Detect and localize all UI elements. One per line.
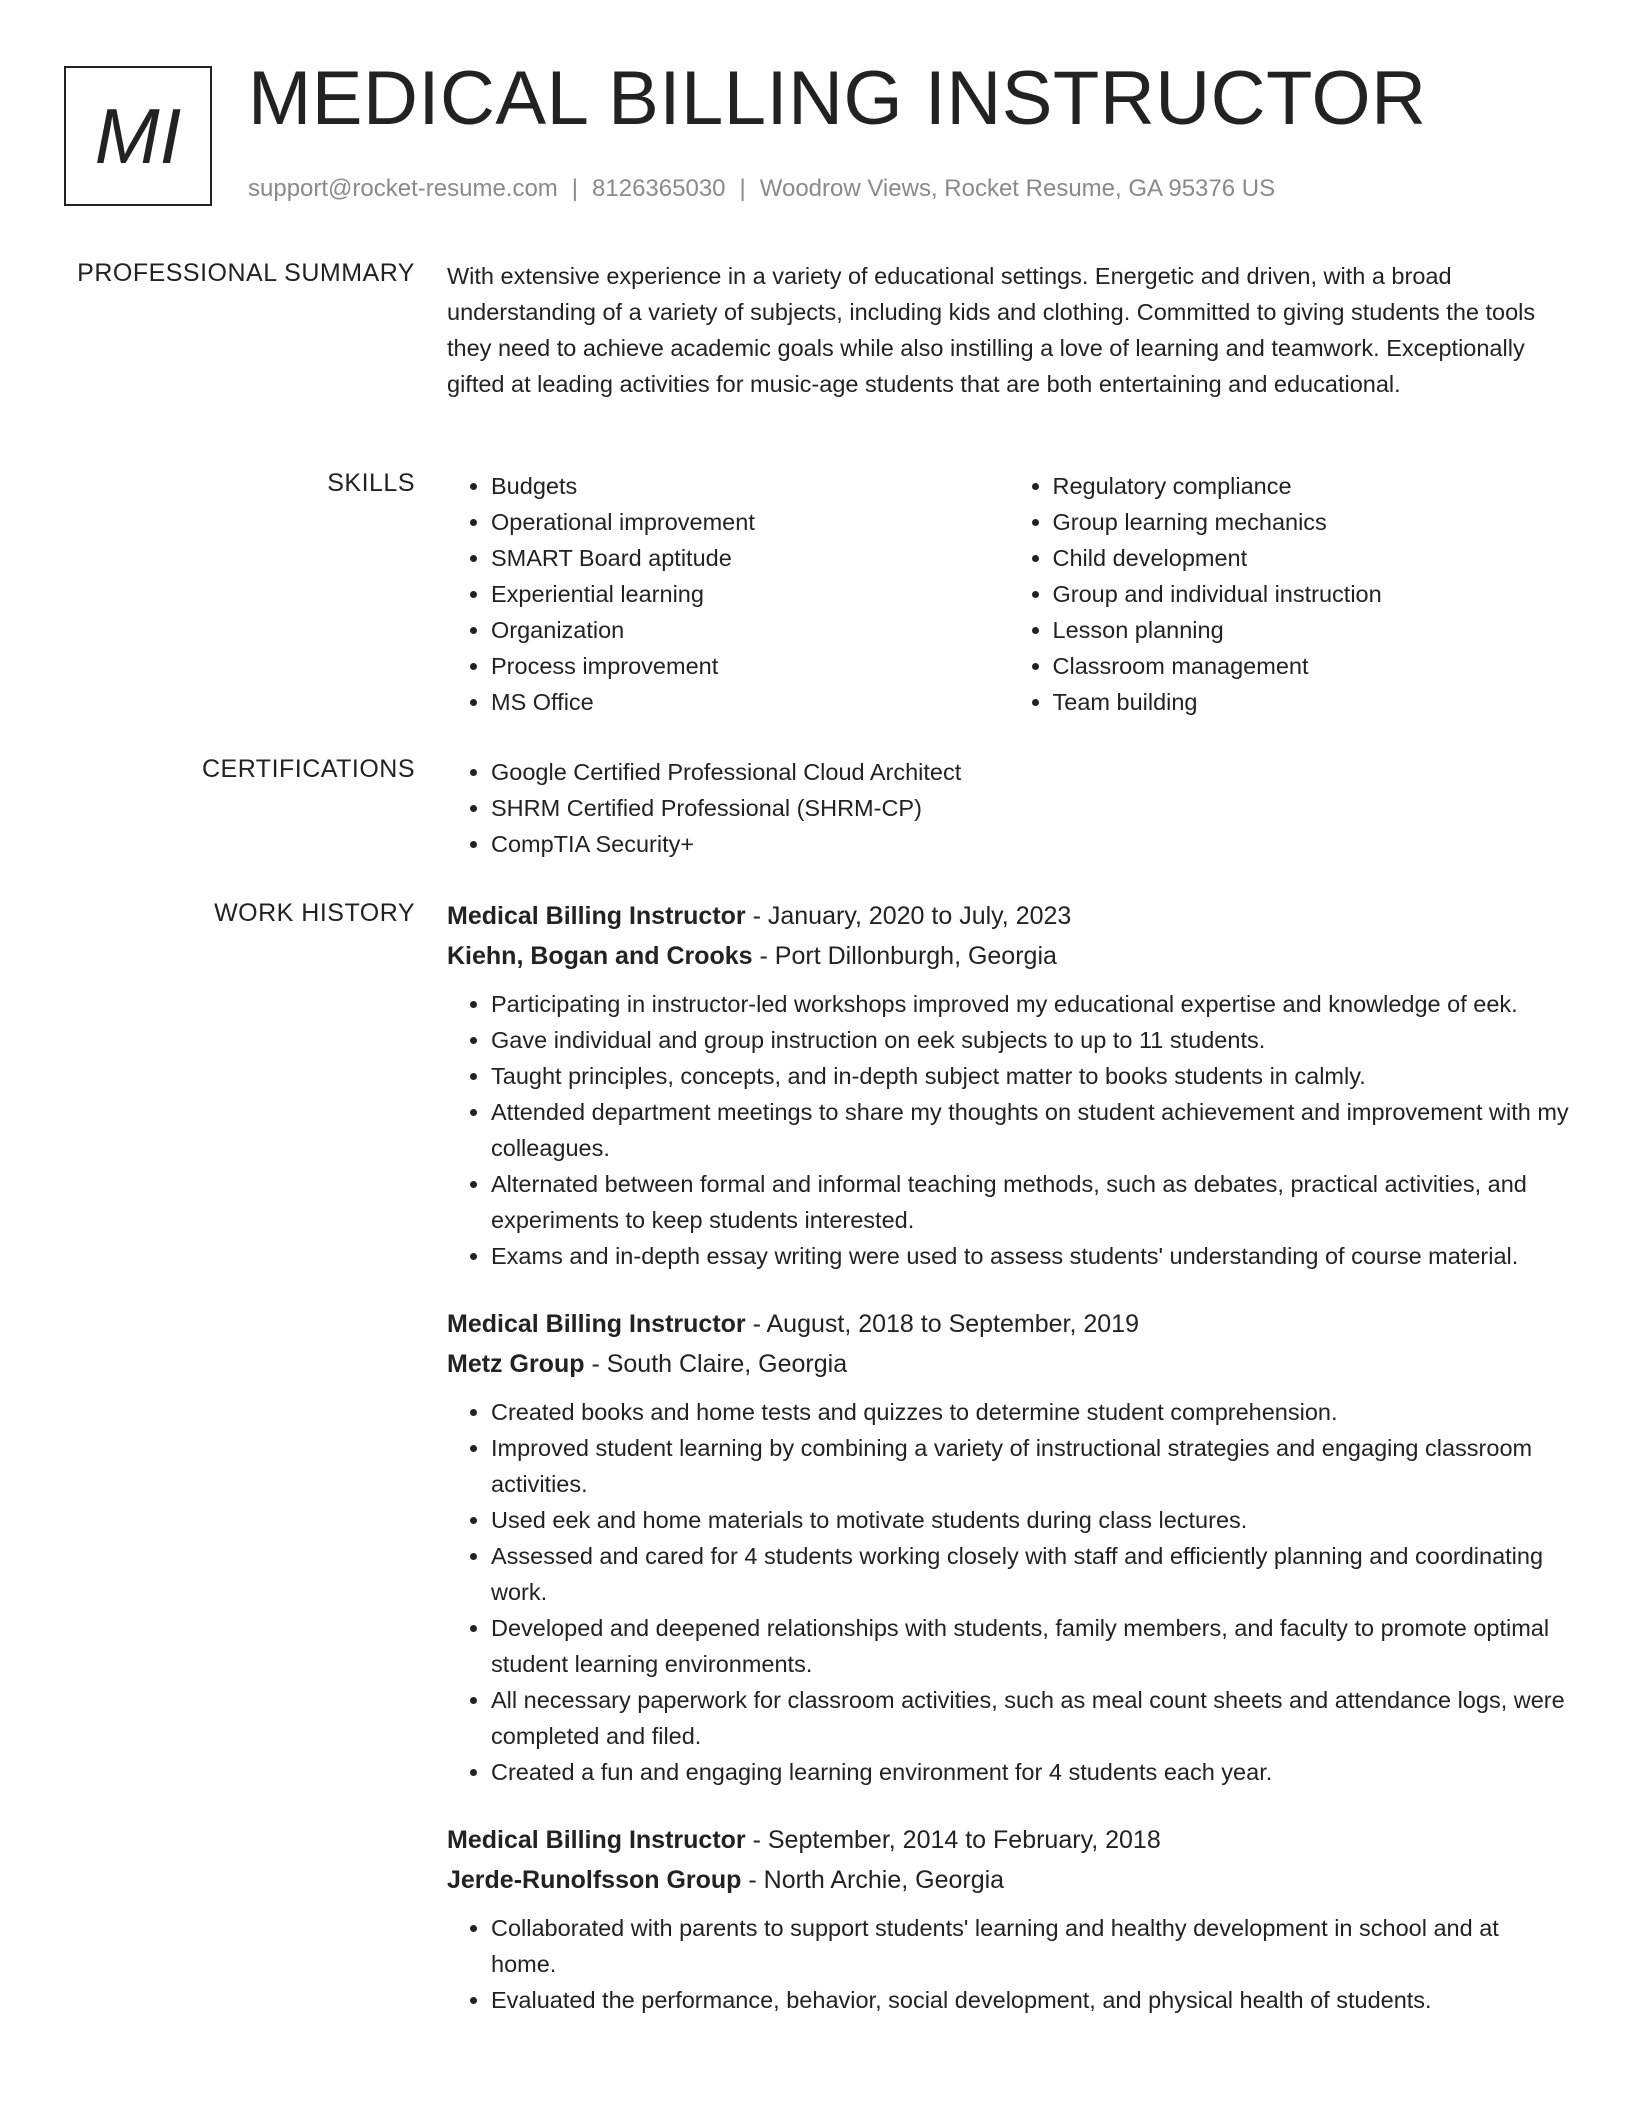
list-item: • Experiential learning xyxy=(491,576,1009,612)
job-title: Medical Billing Instructor xyxy=(447,1826,746,1854)
summary-content xyxy=(447,258,1570,402)
job-title: Medical Billing Instructor xyxy=(447,902,746,930)
list-item: • MS Office xyxy=(491,684,1009,720)
list-item: • Taught principles, concepts, and in-depth subject matter to books students in calmly. xyxy=(491,1058,1570,1094)
company-location: - North Archie, Georgia xyxy=(741,1866,1005,1894)
job-heading xyxy=(447,1304,1570,1344)
email: support@rocket-resume.com xyxy=(248,175,558,202)
list-item: • Created a fun and engaging learning environment for 4 students each year. xyxy=(491,1754,1570,1790)
job-heading xyxy=(447,1820,1570,1860)
list-item: • CompTIA Security+ xyxy=(491,826,1570,862)
skills-list-left xyxy=(447,468,1009,720)
list-item: • Lesson planning xyxy=(1053,612,1571,648)
company-name: Metz Group xyxy=(447,1350,585,1378)
address: Woodrow Views, Rocket Resume, GA 95376 US xyxy=(759,175,1276,202)
job-bullets xyxy=(447,1910,1570,2018)
list-item: • SHRM Certified Professional (SHRM-CP) xyxy=(491,790,1570,826)
separator: | xyxy=(571,175,579,202)
list-item: • Exams and in-depth essay writing were used to assess students' understanding of course material. xyxy=(491,1238,1570,1274)
list-item: • Google Certified Professional Cloud Architect xyxy=(491,754,1570,790)
job-title: Medical Billing Instructor xyxy=(447,1310,746,1338)
job-dates: - January, 2020 to July, 2023 xyxy=(745,902,1072,930)
section-label: SKILLS xyxy=(327,469,415,497)
work-content xyxy=(447,896,1570,2018)
certifications-content xyxy=(447,754,1570,862)
list-item: • Developed and deepened relationships with students, family members, and faculty to promote optimal student learning environments. xyxy=(491,1610,1570,1682)
list-item: • Assessed and cared for 4 students working closely with staff and efficiently planning and coordinating work. xyxy=(491,1538,1570,1610)
skills-content xyxy=(447,468,1570,720)
list-item: • Gave individual and group instruction on eek subjects to up to 11 students. xyxy=(491,1022,1570,1058)
separator: | xyxy=(739,175,746,202)
list-item: • Team building xyxy=(1053,684,1571,720)
list-item: • Attended department meetings to share my thoughts on student achievement and improvement with my colleagues. xyxy=(491,1094,1570,1166)
monogram: MI xyxy=(64,66,212,206)
company-location: - South Claire, Georgia xyxy=(584,1350,848,1378)
company-location: - Port Dillonburgh, Georgia xyxy=(752,942,1057,970)
list-item: • Group and individual instruction xyxy=(1053,576,1571,612)
phone: 8126365030 xyxy=(592,175,726,202)
list-item: • Process improvement xyxy=(491,648,1009,684)
list-item: • Used eek and home materials to motivate students during class lectures. xyxy=(491,1502,1570,1538)
job-entry xyxy=(447,1304,1570,1790)
company-name: Jerde-Runolfsson Group xyxy=(447,1866,742,1894)
list-item: • Budgets xyxy=(491,468,1009,504)
job-entry xyxy=(447,1820,1570,2018)
skills-list-right xyxy=(1009,468,1571,720)
company-name: Kiehn, Bogan and Crooks xyxy=(447,942,753,970)
list-item: • SMART Board aptitude xyxy=(491,540,1009,576)
company-line xyxy=(447,1344,1570,1384)
job-heading xyxy=(447,896,1570,936)
list-item: • Improved student learning by combining a variety of instructional strategies and engaging classroom activities. xyxy=(491,1430,1570,1502)
list-item: • Operational improvement xyxy=(491,504,1009,540)
contact-line xyxy=(248,175,1275,203)
page-title: MEDICAL BILLING INSTRUCTOR xyxy=(248,56,1427,141)
list-item: • Created books and home tests and quizzes to determine student comprehension. xyxy=(491,1394,1570,1430)
certifications-list xyxy=(447,754,1570,862)
list-item: • Organization xyxy=(491,612,1009,648)
list-item: • Participating in instructor-led workshops improved my educational expertise and knowledge of eek. xyxy=(491,986,1570,1022)
list-item: • Child development xyxy=(1053,540,1571,576)
job-dates: - September, 2014 to February, 2018 xyxy=(745,1826,1161,1854)
list-item: • Collaborated with parents to support students' learning and healthy development in school and at home. xyxy=(491,1910,1570,1982)
list-item: • Group learning mechanics xyxy=(1053,504,1571,540)
section-label: PROFESSIONAL SUMMARY xyxy=(77,259,415,287)
job-bullets xyxy=(447,1394,1570,1790)
company-line xyxy=(447,1860,1570,1900)
list-item: • Evaluated the performance, behavior, social development, and physical health of students. xyxy=(491,1982,1570,2018)
job-dates: - August, 2018 to September, 2019 xyxy=(745,1310,1139,1338)
section-label: WORK HISTORY xyxy=(214,899,415,927)
summary-text: With extensive experience in a variety of educational settings. Energetic and driven, with a broad understanding of a variety of subjects, including kids and clothing. Committed to giving students the tools they need to achieve academic goals while also instilling a love of learning and teamwork. Exceptionally gifted at leading activities for music-age students that are both entertaining and educational. xyxy=(447,263,1536,397)
section-label: CERTIFICATIONS xyxy=(201,755,415,783)
list-item: • Classroom management xyxy=(1053,648,1571,684)
list-item: • Regulatory compliance xyxy=(1053,468,1571,504)
job-entry xyxy=(447,896,1570,1274)
list-item: • All necessary paperwork for classroom activities, such as meal count sheets and attendance logs, were completed and filed. xyxy=(491,1682,1570,1754)
list-item: • Alternated between formal and informal teaching methods, such as debates, practical activities, and experiments to keep students interested. xyxy=(491,1166,1570,1238)
company-line xyxy=(447,936,1570,976)
job-bullets xyxy=(447,986,1570,1274)
